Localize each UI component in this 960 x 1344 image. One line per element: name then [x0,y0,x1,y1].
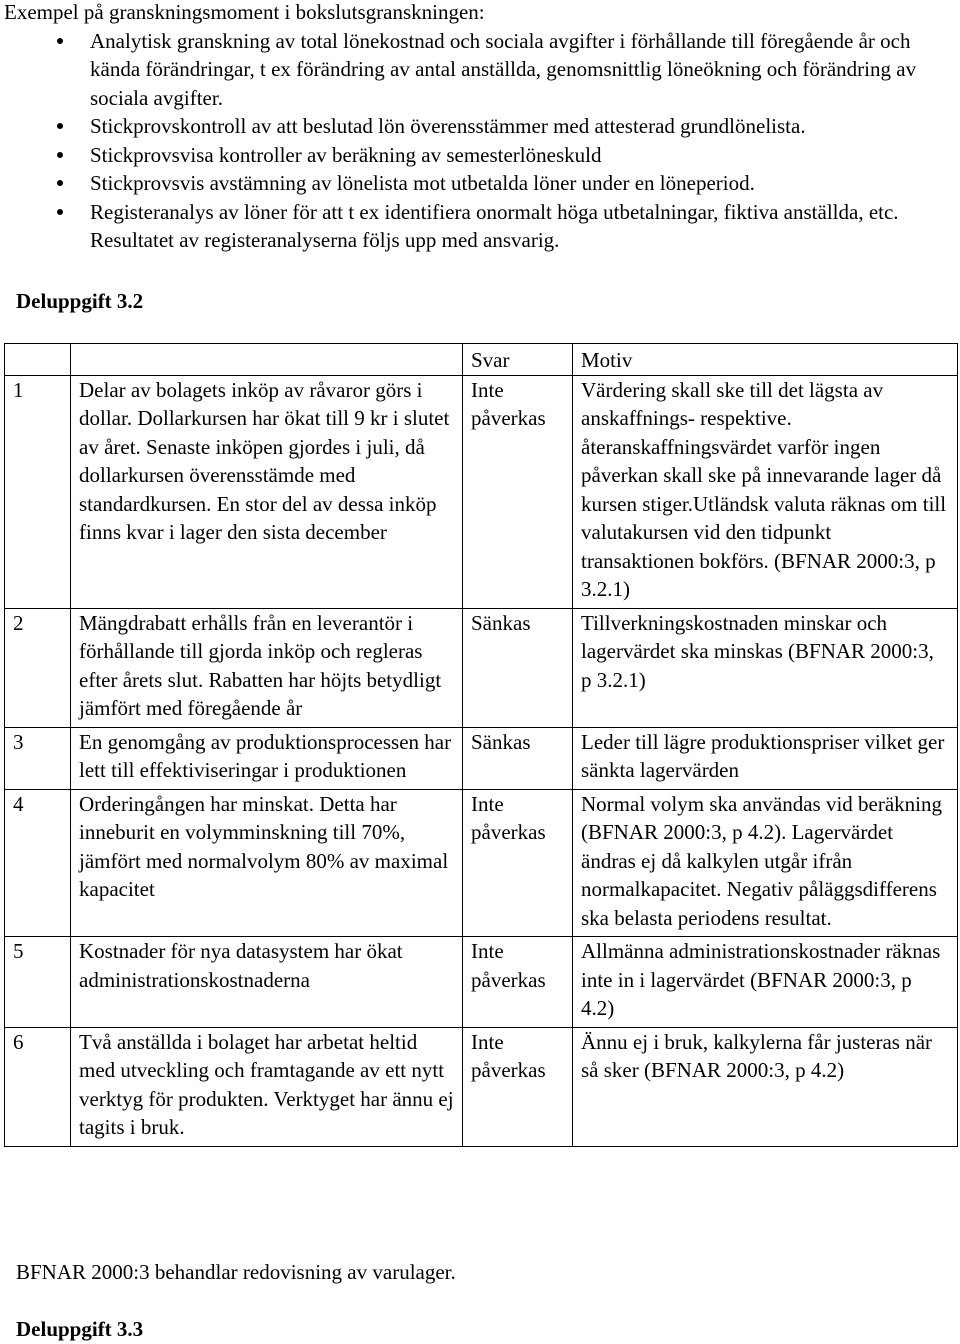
header-motive: Motiv [573,344,958,376]
row-number: 5 [5,937,71,1028]
row-number: 6 [5,1027,71,1146]
table-row [5,937,958,1028]
bullet-item: Registeranalys av löner för att t ex identifiera onormalt höga utbetalningar, fiktiva anställda, etc. Resultatet av registeranalyserna följs upp med ansvarig. [4,198,944,255]
footnote: BFNAR 2000:3 behandlar redovisning av varulager. [16,1260,456,1284]
row-answer: Sänkas [463,727,573,789]
bullet-item: Analytisk granskning av total lönekostnad och sociala avgifter i förhållande till föregående år och kända förändringar, t ex förändring av antal anställda, genomsnittlig löneökning och förändring av sociala avgifter. [4,27,944,113]
row-description: Mängdrabatt erhålls från en leverantör i förhållande till gjorda inköp och regleras efter årets slut. Rabatten har höjts betydligt jämfört med föregående år [71,608,463,727]
row-motive: Ännu ej i bruk, kalkylerna får justeras när så sker (BFNAR 2000:3, p 4.2) [573,1027,958,1146]
intro-bullet-list [4,27,944,255]
row-answer: Inte påverkas [463,375,573,608]
row-answer: Inte påverkas [463,789,573,937]
section-heading-3-3: Deluppgift 3.3 [16,1317,144,1341]
assessment-table [4,343,958,1147]
table-row [5,727,958,789]
row-number: 3 [5,727,71,789]
row-description: Orderingången har minskat. Detta har inneburit en volymminskning till 70%, jämfört med normalvolym 80% av maximal kapacitet [71,789,463,937]
row-description: En genomgång av produktionsprocessen har lett till effektiviseringar i produktionen [71,727,463,789]
row-description: Två anställda i bolaget har arbetat heltid med utveckling och framtagande av ett nytt verktyg för produkten. Verktyget har ännu ej tagits i bruk. [71,1027,463,1146]
row-motive: Tillverkningskostnaden minskar och lagervärdet ska minskas (BFNAR 2000:3, p 3.2.1) [573,608,958,727]
bullet-item: Stickprovskontroll av att beslutad lön överensstämmer med attesterad grundlönelista. [4,112,944,141]
row-description: Delar av bolagets inköp av råvaror görs i dollar. Dollarkursen har ökat till 9 kr i slutet av året. Senaste inköpen gjordes i juli, då dollarkursen överensstämde med standardkursen. En stor del av dessa inköp finns kvar i lager den sista december [71,375,463,608]
row-answer: Inte påverkas [463,937,573,1028]
table-header-row [5,344,958,376]
row-motive: Värdering skall ske till det lägsta av anskaffnings- respektive. återanskaffningsvärdet varför ingen påverkan skall ske på innevarande lager då kursen stiger.Utländsk valuta räknas om till valutakursen vid den tidpunkt transaktionen bokförs. (BFNAR 2000:3, p 3.2.1) [573,375,958,608]
table-row [5,789,958,937]
row-answer: Inte påverkas [463,1027,573,1146]
bullet-item: Stickprovsvisa kontroller av beräkning av semesterlöneskuld [4,141,944,170]
header-description [71,344,463,376]
intro-section [4,0,944,255]
header-answer: Svar [463,344,573,376]
intro-title: Exempel på granskningsmoment i bokslutsgranskningen: [4,0,485,24]
row-number: 1 [5,375,71,608]
header-num [5,344,71,376]
row-number: 4 [5,789,71,937]
row-motive: Normal volym ska användas vid beräkning (BFNAR 2000:3, p 4.2). Lagervärdet ändras ej då kalkylen utgår ifrån normalkapacitet. Negativ påläggsdifferens ska belasta periodens resultat. [573,789,958,937]
row-description: Kostnader för nya datasystem har ökat administrationskostnaderna [71,937,463,1028]
bullet-item: Stickprovsvis avstämning av lönelista mot utbetalda löner under en löneperiod. [4,169,944,198]
row-number: 2 [5,608,71,727]
row-motive: Allmänna administrationskostnader räknas inte in i lagervärdet (BFNAR 2000:3, p 4.2) [573,937,958,1028]
table-row [5,1027,958,1146]
table-row [5,375,958,608]
row-answer: Sänkas [463,608,573,727]
row-motive: Leder till lägre produktionspriser vilket ger sänkta lagervärden [573,727,958,789]
table-row [5,608,958,727]
section-heading-3-2: Deluppgift 3.2 [16,289,144,313]
